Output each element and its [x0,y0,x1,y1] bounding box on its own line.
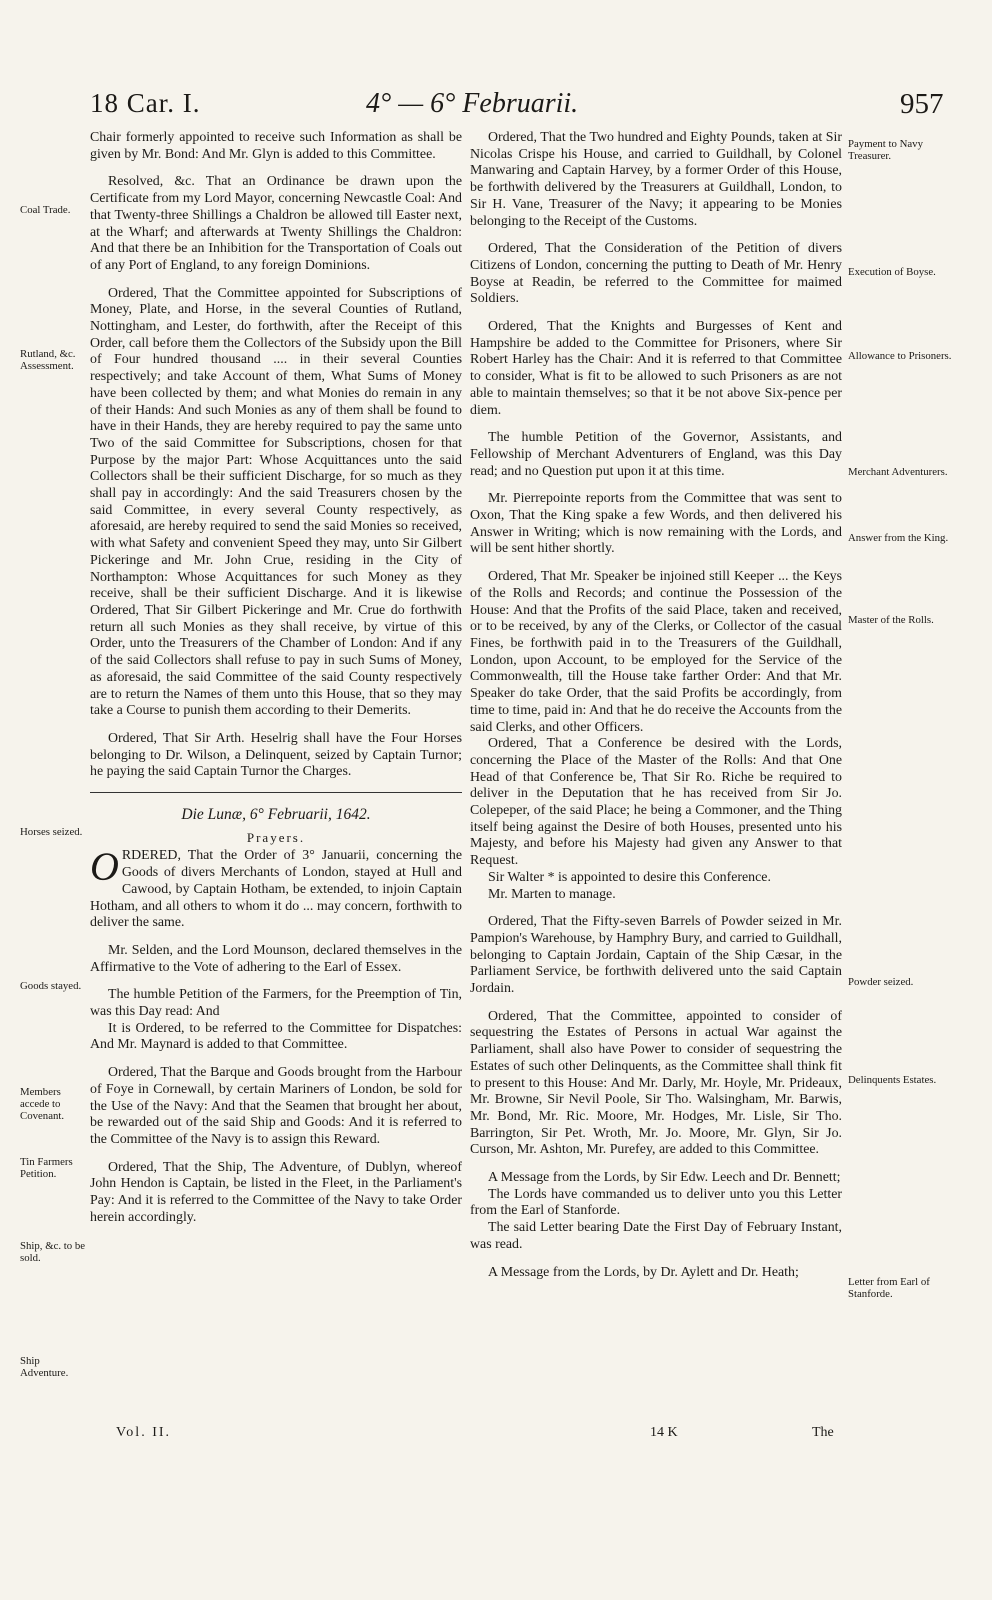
left-paragraph-5-text: RDERED, That the Order of 3° Januarii, concerning the Goods of divers Merchants of London, stayed at Hull and Cawood, by Captain Hotham, be extended, to injoin Captain Hotham, and all others to whom it do ... may concern, forthwith to deliver the same. [90,848,462,931]
left-paragraph-2: Resolved, &c. That an Ordinance be drawn upon the Certificate from my Lord Mayor, concerning Newcastle Coal: And that Twenty-three Shillings a Chaldron be allowed till Easter next, at the Wharf; and afterwards at Twenty Shillings the Chaldron: And that there be an Inhibition for the Transportation of Coals out of any Port of England, to any foreign Dominions. [90,174,462,273]
margin-note-coal: Coal Trade. [20,204,71,216]
right-paragraph-4: The humble Petition of the Governor, Assistants, and Fellowship of Merchant Adventurers of England, was this Day read; and no Question put upon it at this time. [470,430,842,479]
margin-note-payment: Payment to Navy Treasurer. [848,138,923,162]
right-paragraph-6: Ordered, That Mr. Speaker be injoined still Keeper ... the Keys of the Rolls and Records; and continue the Possession of the House: And that the Profits of the said Place, taken and received, or to be received, by any of the Clerks, or Collector of the casual Fines, be forthwith paid in to the Treasurers of the Guildhall, London, upon Account, to be employed for the Service of the Commonwealth, till the House take farther Order: And that Mr. Speaker do take Order, that the said Profits be accordingly, from time to time, paid in: And that he do receive the Accounts from the said Clerks, and other Officers. [470,569,842,735]
left-paragraph-7: The humble Petition of the Farmers, for the Preemption of Tin, was this Day read: And [90,987,462,1020]
margin-note-horses: Horses seized. [20,826,83,838]
right-paragraph-1: Ordered, That the Two hundred and Eighty Pounds, taken at Sir Nicolas Crispe his House, and carried to Guildhall, by Colonel Manwaring and Captain Harvey, by a former Order of this House, be forthwith delivered by the Treasurers at Guildhall, London, to Sir H. Vane, Treasurer of the Navy; it appearing to be Monies belonging to the Receipt of the Customs. [470,130,842,229]
running-head-dates: 4° — 6° Februarii. [366,88,579,119]
right-paragraph-10: Ordered, That the Fifty-seven Barrels of Powder seized in Mr. Pampion's Warehouse, by Hamphry Bury, and carried to Guildhall, belonging to Captain Jordain, Captain of the Ship Cæsar, in the Parliament Service, be forthwith delivered unto the said Captain Jordain. [470,914,842,997]
margin-note-powder: Powder seized. [848,976,914,988]
left-paragraph-4: Ordered, That Sir Arth. Heselrig shall have the Four Horses belonging to Dr. Wilson, a Delinquent, seized by Captain Turnor; he paying the said Captain Turnor the Charges. [90,730,462,780]
catchword: The [812,1425,834,1440]
signature-mark: 14 K [650,1425,678,1440]
left-paragraph-8: It is Ordered, to be referred to the Committee for Dispatches: And Mr. Maynard is added to that Committee. [90,1020,462,1053]
margin-note-tin: Tin Farmers Petition. [20,1156,73,1180]
right-paragraph-9: Mr. Marten to manage. [488,886,616,902]
right-column [470,130,842,1292]
section-divider [90,792,462,793]
running-head-reign: 18 Car. I. [90,88,201,118]
margin-note-letter: Letter from Earl of Stanforde. [848,1276,930,1300]
margin-note-adventure: Ship Adventure. [20,1355,69,1379]
margin-note-allowance: Allowance to Prisoners. [848,350,952,362]
margin-note-delinquents: Delinquents Estates. [848,1074,937,1086]
day-heading: Die Lunæ, 6° Februarii, 1642. [181,806,371,824]
left-paragraph-3: Ordered, That the Committee appointed for Subscriptions of Money, Plate, and Horse, in the several Counties of Rutland, Nottingham, and Lester, do forthwith, after the Receipt of this Order, call before them the Collectors of the Subsidy upon the Bill of Four hundred thousand .... in their several Counties respectively; and take Account of them, What Sums of Money have been collected by them; and what Monies do remain in any of their Hands: And such Monies as any of them shall be found to have in their Hands, they are hereby required to pay the same unto Two of the said Committee for Subscriptions, chosen for that Purpose by the major Part: Whose Acquittances unto the said Collectors shall be their sufficient Discharge, for so much as they shall pay in accordingly: And the said Treasurers chosen by the said Committee, in every several County respectively, as aforesaid, are hereby required to send the said Monies so received, with what Safety and convenient Speed they may, unto Sir Gilbert Pickeringe and Mr. John Crue, residing in the City of Northampton: Whose Acquittances for such Money as they receive, shall be their sufficient Discharge. And it is likewise Ordered, That Sir Gilbert Pickeringe and Mr. Crue do forthwith return all such Monies as they shall receive, by virtue of this Order, unto the Treasurers of the Chamber of London: And if any of the said Collectors shall refuse to pay in such Sums of Money, as aforesaid, the said Committee of the said County respectively are to return the Names of them unto this House, that so they may take a Course to punish them according to their Demerits. [90,285,462,719]
right-paragraph-8: Sir Walter * is appointed to desire this Conference. [488,869,771,885]
right-paragraph-7: Ordered, That a Conference be desired with the Lords, concerning the Place of the Master of the Rolls: And that One Head of that Conference be, That Sir Ro. Riche be required to deliver in the Deputation that he has received from Sir Jo. Colepeper, of the said Place; he being a Commoner, and the Thing itself being against the Desire of both Houses, presented unto his Majesty, and before his Majesty had given any Answer to that Request. [470,736,842,869]
left-paragraph-5 [90,844,462,932]
margin-note-members: Members accede to Covenant. [20,1086,65,1122]
margin-note-boyse: Execution of Boyse. [848,266,936,278]
right-paragraph-12: A Message from the Lords, by Sir Edw. Leech and Dr. Bennett; [488,1170,841,1186]
margin-note-ship: Ship, &c. to be sold. [20,1240,86,1264]
left-paragraph-9: Ordered, That the Barque and Goods brought from the Harbour of Foye in Cornewall, by certain Mariners of London, be sold for the Use of the Navy: And that the Seamen that brought her about, be rewarded out of the said Ship and Goods: And it is referred to the Committee of the Navy is to assign this Reward. [90,1065,462,1147]
page-number: 957 [900,88,944,120]
right-paragraph-2: Ordered, That the Consideration of the Petition of divers Citizens of London, concerning the putting to Death of Mr. Henry Boyse at Readin, be referred to the Committee for maimed Soldiers. [470,241,842,307]
drop-cap: O [90,844,119,890]
margin-note-rutland: Rutland, &c. Assessment. [20,348,76,372]
right-paragraph-11: Ordered, That the Committee, appointed to consider of sequestring the Estates of Persons in actual War against the Parliament, shall also have Power to consider of sequestring the Estates of such other Delinquents, as the Committee shall think fit to present to this House: And Mr. Darly, Mr. Hoyle, Mr. Prideaux, Mr. Browne, Sir Nevil Poole, Sir Tho. Walsingham, Mr. Barwis, Mr. Bond, Mr. Ric. Moore, Mr. Hodges, Mr. Lisle, Sir Tho. Barrington, Sir Pet. Wroth, Mr. Jo. Moore, Mr. Glyn, Sir Jo. Curson, Mr. Ashton, Mr. Purefey, are added to this Committee. [470,1008,842,1158]
page-header [0,88,992,128]
margin-note-rolls: Master of the Rolls. [848,614,934,626]
right-paragraph-15: A Message from the Lords, by Dr. Aylett and Dr. Heath; [488,1264,799,1280]
margin-note-goods: Goods stayed. [20,980,82,992]
prayers-heading: Prayers. [246,829,306,845]
left-paragraph-10: Ordered, That the Ship, The Adventure, of Dublyn, whereof John Hendon is Captain, be listed in the Fleet, in the Parliament's Pay: And it is referred to the Committee of the Navy to take Order herein accordingly. [90,1159,462,1225]
left-paragraph-6: Mr. Selden, and the Lord Mounson, declared themselves in the Affirmative to the Vote of adhering to the Earl of Essex. [90,942,462,975]
right-paragraph-14: The said Letter bearing Date the First Day of February Instant, was read. [470,1220,842,1252]
right-paragraph-3: Ordered, That the Knights and Burgesses of Kent and Hampshire be added to the Committee for Prisoners, where Sir Robert Harley has the Chair: And it is referred to that Committee to consider, What is fit to be allowed to such Prisoners as are not able to maintain themselves; so that it be not above Six-pence per diem. [470,319,842,418]
right-paragraph-5: Mr. Pierrepointe reports from the Committee that was sent to Oxon, That the King spake a few Words, and then delivered his Answer in Writing; which is now remaining with the Lords, and will be sent hither shortly. [470,491,842,557]
margin-note-merchant: Merchant Adventurers. [848,466,948,478]
volume-footer: Vol. II. [116,1425,172,1440]
right-paragraph-13: The Lords have commanded us to deliver unto you this Letter from the Earl of Stanforde. [470,1186,842,1219]
left-column [90,130,462,1237]
left-paragraph-1: Chair formerly appointed to receive such Information as shall be given by Mr. Bond: And Mr. Glyn is added to this Committee. [90,130,462,162]
margin-note-answer: Answer from the King. [848,532,949,544]
